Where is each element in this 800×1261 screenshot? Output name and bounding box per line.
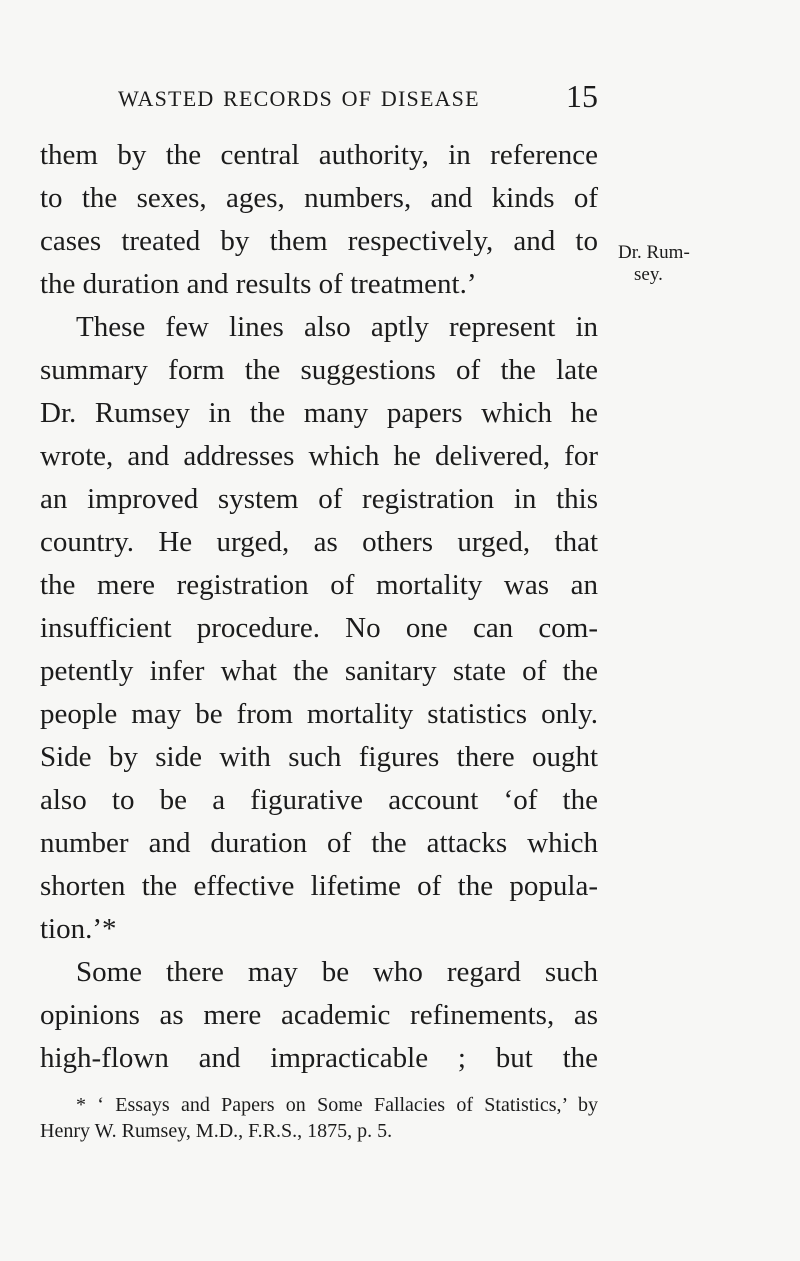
- text-line: high-flown and impracticable ; but the: [40, 1042, 598, 1074]
- footnote-line: * ‘ Essays and Papers on Some Fallacies of Statistics,’ by: [76, 1094, 598, 1116]
- text-line: insufficient procedure. No one can com-: [40, 612, 598, 644]
- text-line: the duration and results of treatment.’: [40, 268, 477, 300]
- text-line: shorten the effective lifetime of the popula-: [40, 870, 598, 902]
- text-line: opinions as mere academic refinements, as: [40, 999, 598, 1031]
- text-line: country. He urged, as others urged, that: [40, 526, 598, 558]
- margin-note: [618, 242, 698, 286]
- text-line: also to be a figurative account ‘of the: [40, 784, 598, 816]
- text-line: them by the central authority, in reference: [40, 139, 598, 171]
- text-line: wrote, and addresses which he delivered, for: [40, 440, 598, 472]
- text-line: tion.’*: [40, 913, 117, 945]
- text-line: to the sexes, ages, numbers, and kinds of: [40, 182, 598, 214]
- text-line: Dr. Rumsey in the many papers which he: [40, 397, 598, 429]
- text-line: cases treated by them respectively, and to: [40, 225, 598, 257]
- text-line: These few lines also aptly represent in: [76, 311, 598, 343]
- footnote-line: Henry W. Rumsey, M.D., F.R.S., 1875, p. 5.: [40, 1120, 393, 1142]
- running-head-title: WASTED RECORDS OF DISEASE: [118, 86, 480, 111]
- text-line: people may be from mortality statistics only.: [40, 698, 598, 730]
- text-line: the mere registration of mortality was an: [40, 569, 598, 601]
- text-line: an improved system of registration in this: [40, 483, 598, 515]
- text-line: number and duration of the attacks which: [40, 827, 598, 859]
- text-line: Side by side with such figures there ought: [40, 741, 598, 773]
- margin-note-line: sey.: [634, 264, 663, 285]
- text-line: petently infer what the sanitary state of the: [40, 655, 598, 687]
- margin-note-line: Dr. Rum-: [618, 242, 690, 263]
- text-line: summary form the suggestions of the late: [40, 354, 598, 386]
- text-line: Some there may be who regard such: [76, 956, 598, 988]
- running-head: [118, 78, 598, 116]
- page-number: 15: [566, 78, 598, 114]
